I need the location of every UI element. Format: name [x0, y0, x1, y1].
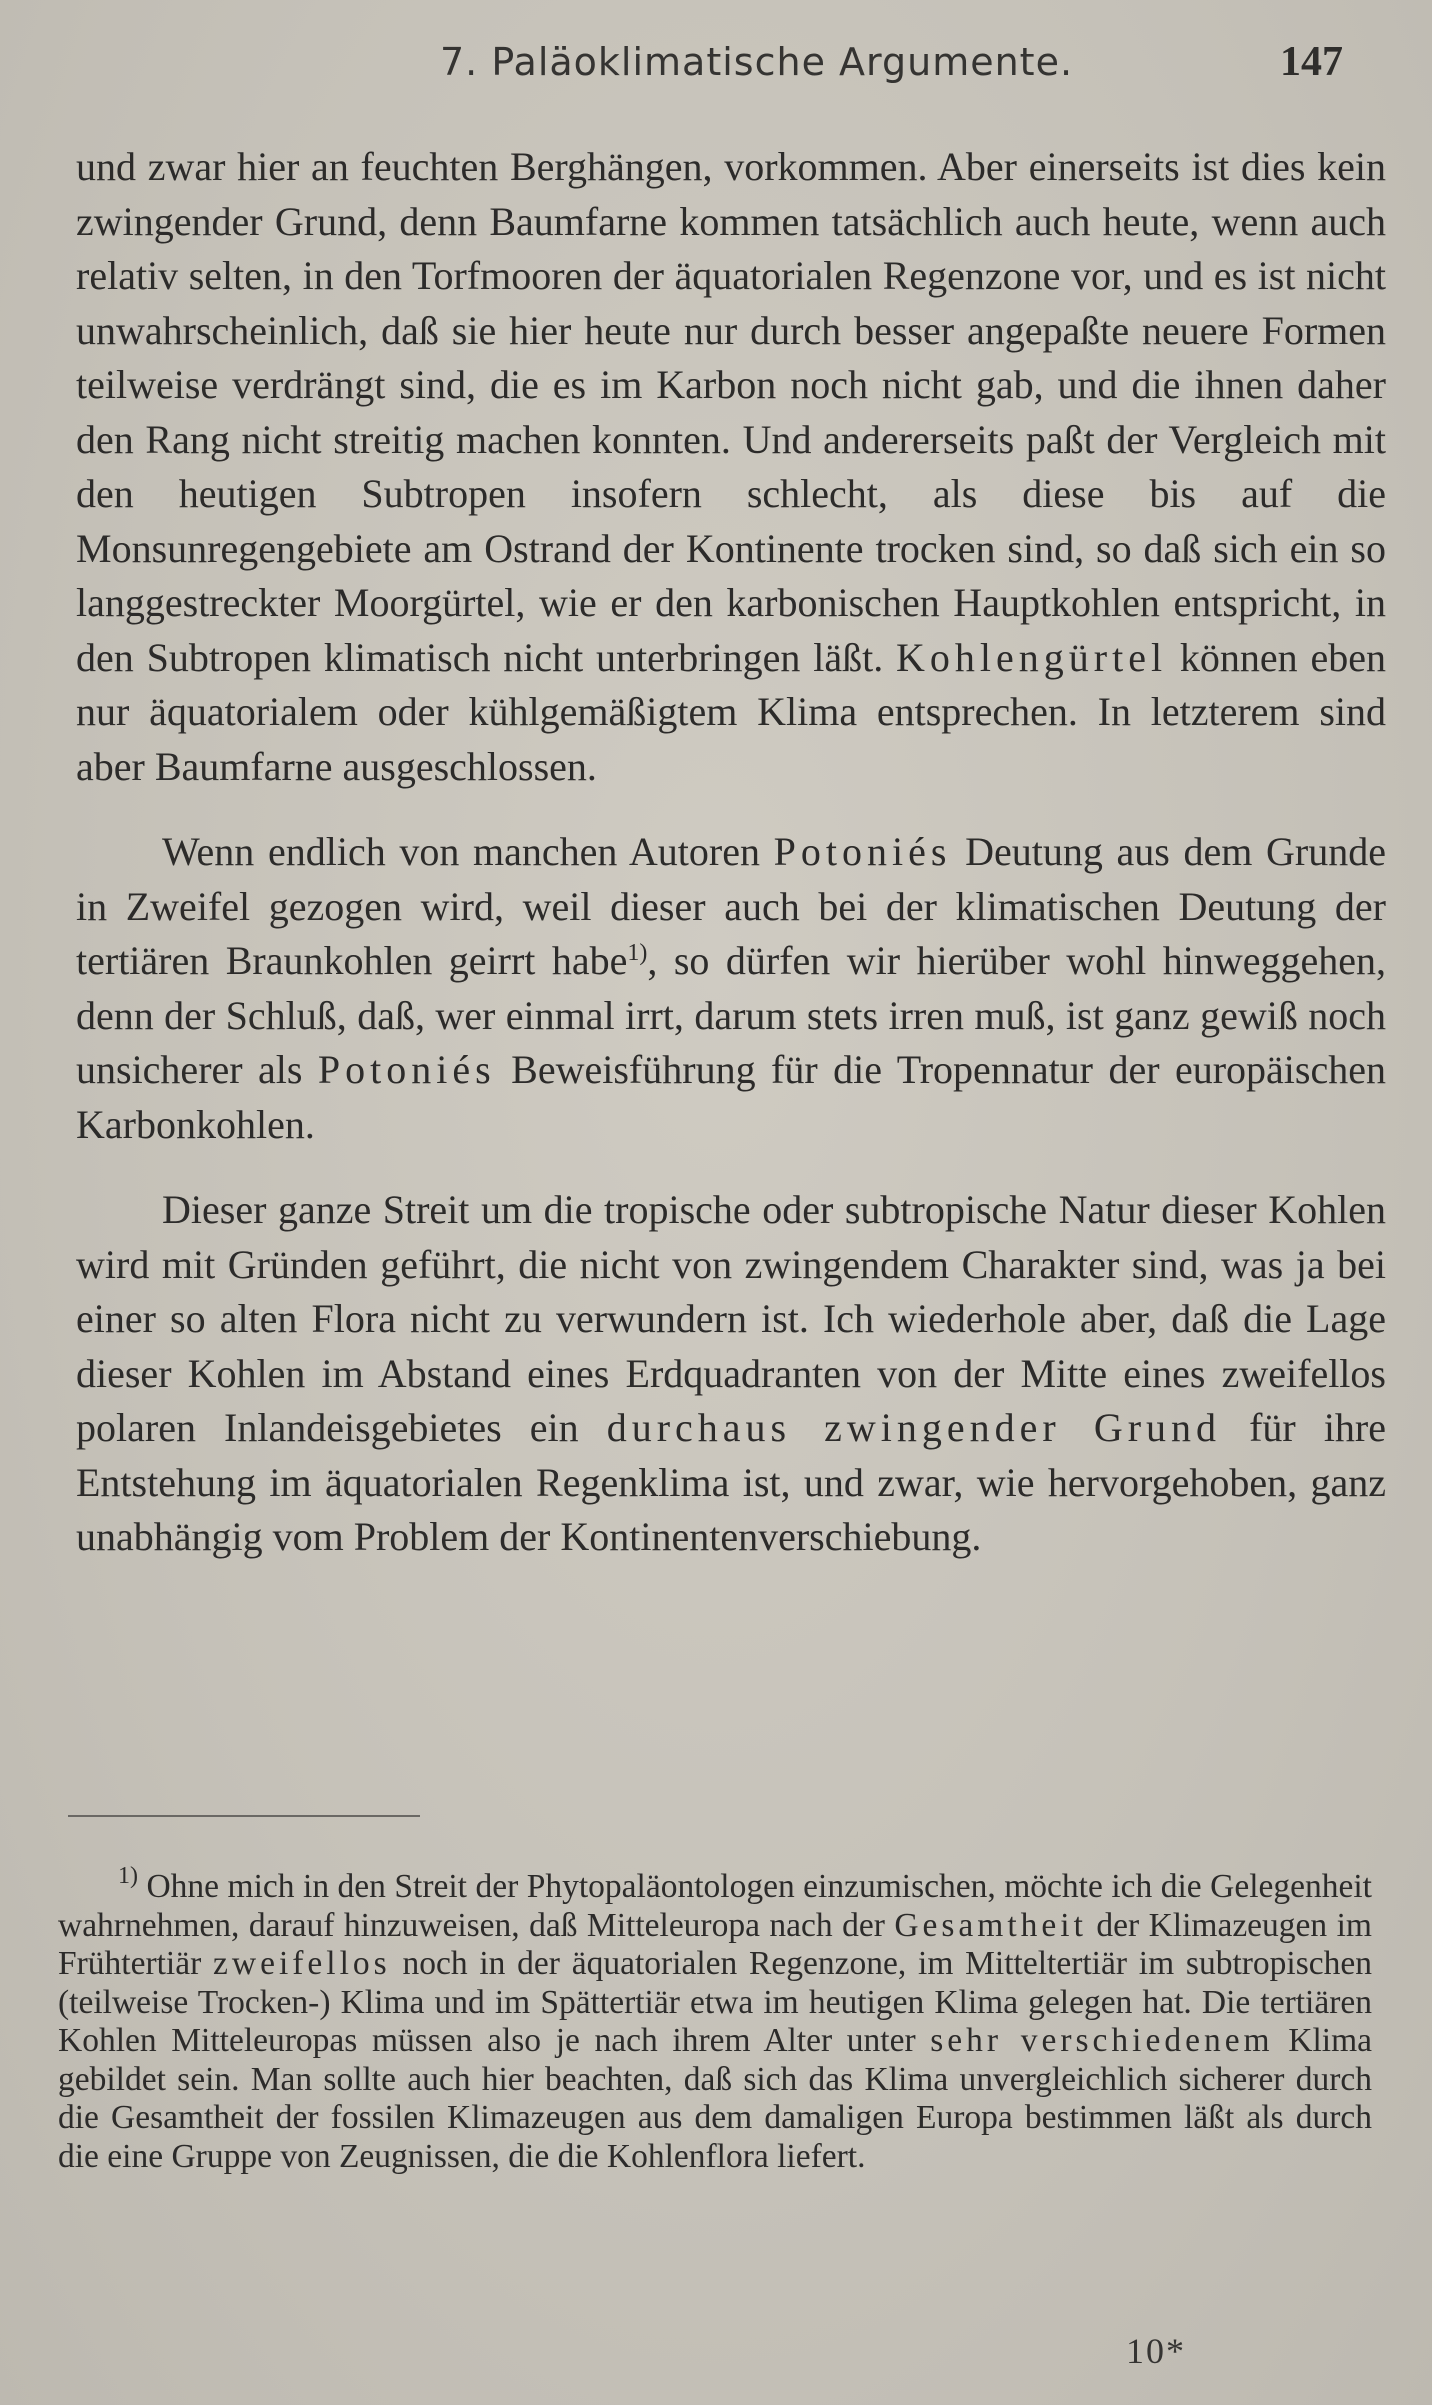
text-run: für ihre Entstehung im äquatorialen Regenklima ist, und zwar, wie hervorgehoben, ganz unabhängig vom Problem der Kontinentenverschiebung.: [76, 1405, 1387, 1559]
footnote: [58, 1863, 1372, 2176]
text-run: Klima gebildet sein. Man sollte auch hier beachten, daß sich das Klima unvergleichlich sicherer durch die Gesamtheit der fossilen Klimazeugen aus dem damaligen Europa bestimmen läßt als durch die eine Gruppe von Zeugnissen, die die Kohlenflora liefert.: [58, 2022, 1372, 2175]
page-number: 147: [1280, 39, 1343, 85]
footnote-marker: 1): [627, 940, 648, 966]
text-run: Wenn endlich von manchen Autoren: [162, 829, 774, 874]
text-run: Ohne mich in den Streit der Phytopaläontologen einzumischen, möchte ich die Gelegenheit wahrnehmen, darauf hinzuweisen, daß Mitteleuropa nach der: [58, 1868, 1372, 1944]
paragraph: [76, 825, 1386, 1152]
emphasized-text: Potoniés: [317, 1047, 496, 1092]
footnote-marker: 1): [118, 1863, 138, 1889]
paragraph: [76, 1183, 1386, 1565]
text-run: der Klimazeugen im Frühtertiär: [58, 1906, 1372, 1982]
emphasized-text: Kohlengürtel: [896, 634, 1168, 680]
running-head: [0, 40, 1432, 90]
text-run: Deutung aus dem Grunde in Zweifel gezogen wird, weil dieser auch bei der klimatischen Deutung der tertiären Braunkohlen geirrt habe: [76, 829, 1386, 983]
emphasized-text: Gesamtheit: [894, 1906, 1087, 1944]
text-run: können eben nur äquatorialem oder kühlgemäßigtem Klima entsprechen. In letzterem sind aber Baumfarne ausgeschlossen.: [76, 634, 1386, 789]
body-text: [76, 140, 1386, 1565]
paragraph: [76, 140, 1386, 794]
footnote-divider: [68, 1815, 420, 1817]
emphasized-text: zweifellos: [213, 1945, 391, 1982]
text-run: Dieser ganze Streit um die tropische oder subtropische Natur dieser Kohlen wird mit Gründen geführt, die nicht von zwingendem Charakter sind, was ja bei einer so alten Flora nicht zu verwundern ist. Ich wiederhole aber, daß die Lage dieser Kohlen im Abstand eines Erdquadranten von der Mitte eines zweifellos polaren Inlandeisgebietes ein: [76, 1187, 1386, 1450]
running-title: 7. Paläoklimatische Argumente.: [440, 40, 1074, 84]
emphasized-text: Potoniés: [773, 829, 952, 874]
text-run: Beweisführung für die Tropennatur der europäischen Karbonkohlen.: [76, 1047, 1386, 1147]
emphasized-text: sehr verschiedenem: [930, 2022, 1274, 2059]
signature-mark: 10*: [1126, 2331, 1186, 2371]
text-run: noch in der äquatorialen Regenzone, im Mitteltertiär im subtropischen (teilweise Trocken-) Klima und im Spättertiär etwa im heutigen Klima gelegen hat. Die tertiären Kohlen Mitteleuropas müssen also je nach ihrem Alter unter: [58, 1945, 1372, 2059]
text-run: , so dürfen wir hierüber wohl hinweggehen, denn der Schluß, daß, wer einmal irrt, darum stets irren muß, ist ganz gewiß noch unsicherer als: [76, 938, 1386, 1092]
emphasized-text: durchaus zwingender Grund: [606, 1405, 1222, 1450]
text-run: und zwar hier an feuchten Berghängen, vorkommen. Aber einerseits ist dies kein zwingender Grund, denn Baumfarne kommen tatsächlich auch heute, wenn auch relativ selten, in den Torfmooren der äquatorialen Regenzone vor, und es ist nicht unwahrscheinlich, daß sie hier heute nur durch besser angepaßte neuere Formen teilweise verdrängt sind, die es im Karbon noch nicht gab, und die ihnen daher den Rang nicht streitig machen konnten. Und andererseits paßt der Vergleich mit den heutigen Subtropen insofern schlecht, als diese bis auf die Monsunregengebiete am Ostrand der Kontinente trocken sind, so daß sich ein so langgestreckter Moorgürtel, wie er den karbonischen Hauptkohlen entspricht, in den Subtropen klimatisch nicht unterbringen läßt.: [76, 144, 1386, 680]
